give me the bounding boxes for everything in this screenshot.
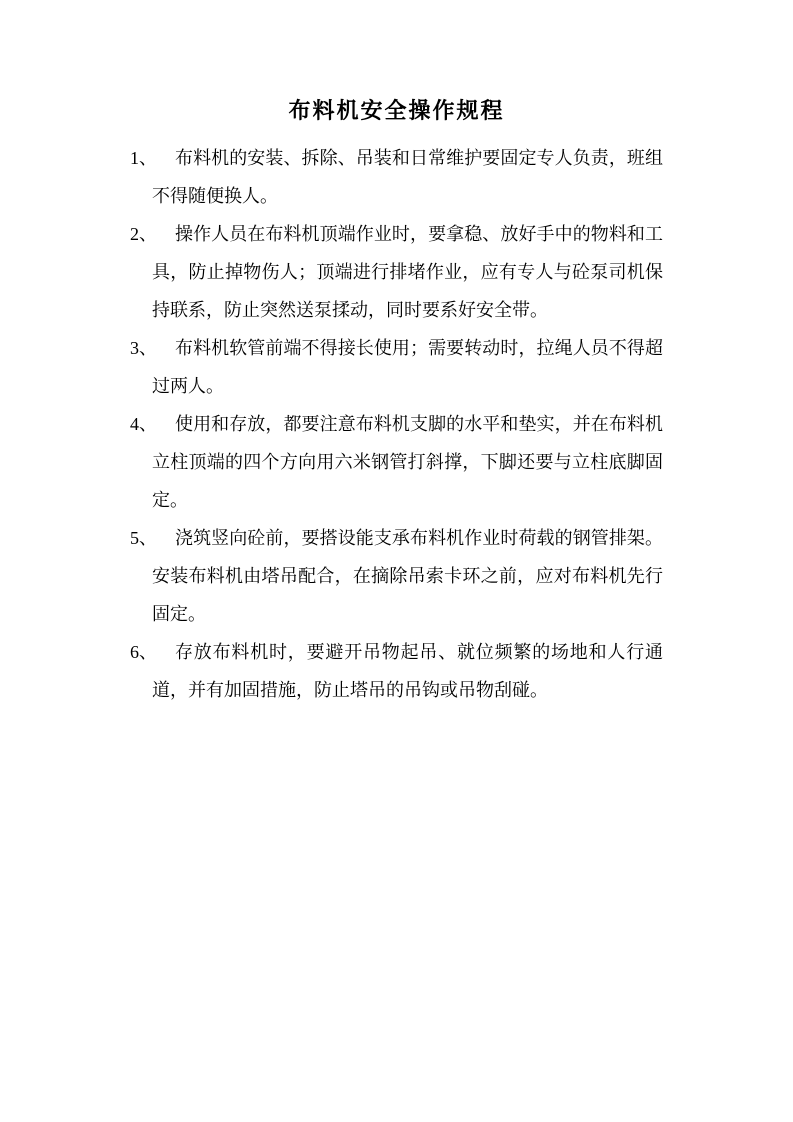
item-number: 4、 bbox=[130, 414, 157, 434]
item-text: 使用和存放，都要注意布料机支脚的水平和垫实，并在布料机立柱顶端的四个方向用六米钢管打斜撑，下脚还要与立柱底脚固定。 bbox=[152, 414, 663, 510]
list-item bbox=[130, 139, 663, 215]
numbered-list bbox=[130, 139, 663, 709]
item-number: 5、 bbox=[130, 528, 157, 548]
item-number: 1、 bbox=[130, 148, 157, 168]
list-item bbox=[130, 215, 663, 329]
page-title: 布料机安全操作规程 bbox=[288, 98, 505, 123]
list-item bbox=[130, 405, 663, 519]
item-text: 布料机软管前端不得接长使用；需要转动时，拉绳人员不得超过两人。 bbox=[152, 338, 663, 396]
list-item bbox=[130, 519, 663, 633]
item-text: 浇筑竖向砼前，要搭设能支承布料机作业时荷载的钢管排架。安装布料机由塔吊配合，在摘除吊索卡环之前，应对布料机先行固定。 bbox=[152, 528, 663, 624]
list-item bbox=[130, 329, 663, 405]
item-text: 存放布料机时，要避开吊物起吊、就位频繁的场地和人行通道，并有加固措施，防止塔吊的吊钩或吊物刮碰。 bbox=[152, 642, 663, 700]
list-item bbox=[130, 633, 663, 709]
item-number: 3、 bbox=[130, 338, 157, 358]
item-number: 6、 bbox=[130, 642, 157, 662]
item-text: 布料机的安装、拆除、吊装和日常维护要固定专人负责，班组不得随便换人。 bbox=[152, 148, 663, 206]
item-text: 操作人员在布料机顶端作业时，要拿稳、放好手中的物料和工具，防止掉物伤人；顶端进行排堵作业，应有专人与砼泵司机保持联系，防止突然送泵揉动，同时要系好安全带。 bbox=[152, 224, 663, 320]
item-number: 2、 bbox=[130, 224, 157, 244]
